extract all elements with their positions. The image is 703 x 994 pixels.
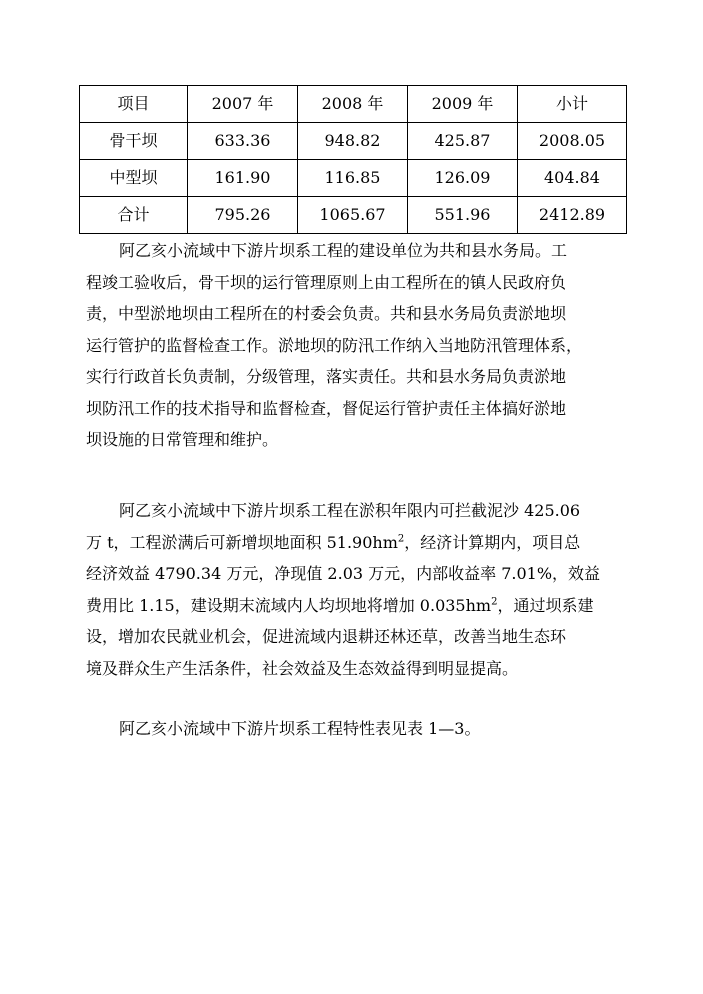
paragraph-line: 运行管护的监督检查工作。淤地坝的防汛工作纳入当地防汛管理体系， — [86, 335, 583, 355]
investment-table — [79, 85, 627, 234]
line-text: ，经济计算期内，项目总 — [404, 532, 581, 552]
table-cell: 合计 — [80, 197, 188, 234]
table-cell: 551.96 — [408, 197, 518, 234]
table-cell: 2412.89 — [518, 197, 627, 234]
line-text: ，通过坝系建 — [497, 595, 594, 615]
paragraph-line: 实行行政首长负责制，分级管理，落实责任。共和县水务局负责淤地 — [86, 367, 567, 386]
paragraph-line: 阿乙亥小流域中下游片坝系工程在淤积年限内可拦截泥沙 425.06 — [119, 501, 581, 520]
paragraph-line: 坝设施的日常管理和维护。 — [86, 430, 279, 449]
reference-paragraph — [86, 713, 626, 745]
benefits-paragraph — [86, 495, 626, 684]
paragraph-line: 程竣工验收后，骨干坝的运行管理原则上由工程所在的镇人民政府负 — [86, 272, 567, 292]
table-header-row — [80, 86, 627, 123]
paragraph-line: 阿乙亥小流域中下游片坝系工程的建设单位为共和县水务局。工 — [119, 241, 568, 260]
table-cell: 骨干坝 — [80, 123, 188, 160]
table-cell: 1065.67 — [298, 197, 408, 234]
table-cell: 795.26 — [188, 197, 298, 234]
superscript: 2 — [397, 533, 405, 545]
paragraph-line — [86, 590, 626, 622]
table-cell: 633.36 — [188, 123, 298, 160]
table-header-cell: 2009 年 — [408, 86, 518, 123]
table-header-cell: 2008 年 — [298, 86, 408, 123]
paragraph-line: 坝防汛工作的技术指导和监督检查，督促运行管护责任主体搞好淤地 — [86, 398, 567, 418]
line-text: 万 t，工程淤满后可新增坝地面积 51.90hm — [86, 532, 398, 552]
table-cell: 116.85 — [298, 160, 408, 197]
table-row — [80, 197, 627, 234]
table-row — [80, 160, 627, 197]
paragraph-line: 设，增加农民就业机会，促进流域内退耕还林还草，改善当地生态环 — [86, 627, 567, 646]
paragraph-line — [86, 527, 626, 559]
superscript: 2 — [491, 596, 498, 608]
paragraph-line: 责，中型淤地坝由工程所在的村委会负责。共和县水务局负责淤地坝 — [86, 304, 567, 323]
paragraph-line: 阿乙亥小流域中下游片坝系工程特性表见表 1—3。 — [119, 719, 481, 738]
table-row — [80, 123, 627, 160]
line-text: 费用比 1.15，建设期末流域内人均坝地将增加 0.035hm — [86, 595, 492, 615]
table-cell: 404.84 — [518, 160, 627, 197]
table-header-cell: 2007 年 — [188, 86, 298, 123]
paragraph-line: 经济效益 4790.34 万元，净现值 2.03 万元，内部收益率 7.01%，效益 — [86, 564, 601, 583]
table-cell: 中型坝 — [80, 160, 188, 197]
table-header-cell: 项目 — [80, 86, 188, 123]
table-cell: 2008.05 — [518, 123, 627, 160]
table-cell: 425.87 — [408, 123, 518, 160]
paragraph-line: 境及群众生产生活条件，社会效益及生态效益得到明显提高。 — [86, 658, 519, 678]
table-cell: 948.82 — [298, 123, 408, 160]
table-cell: 161.90 — [188, 160, 298, 197]
table-header-cell: 小计 — [518, 86, 627, 123]
table-cell: 126.09 — [408, 160, 518, 197]
management-paragraph — [86, 235, 626, 456]
